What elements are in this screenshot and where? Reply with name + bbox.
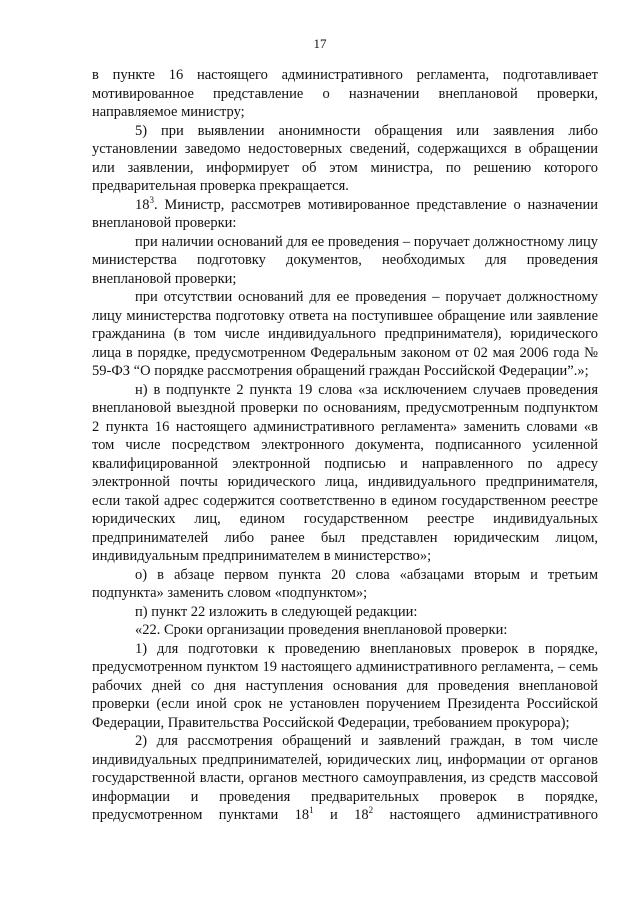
paragraph: «22. Сроки организации проведения внеплановой проверки: (135, 622, 508, 638)
paragraph: н) в подпункте 2 пункта 19 слова «за исключением случаев проведения внеплановой выездной проверки по основаниям, предусмотренным подпунктом 2 пункта 16 настоящего административного регламента» заменить словами «в том числе посредством электронного документа, подписанного усиленной квалифицированной электронной подписью и направленного по адресу электронной почты юридического лица, индивидуального предпринимателя, если такой адрес содержится соответственно в едином государственном реестре юридических лиц, едином государственном реестре индивидуальных предпринимателей либо ранее был представлен юридическим лицом, индивидуальным предпринимателем в министерство»; (92, 381, 598, 564)
superscript: 2 (368, 805, 374, 815)
paragraph: п) пункт 22 изложить в следующей редакции: (135, 603, 418, 620)
document-body (92, 66, 598, 825)
paragraph: при отсутствии оснований для ее проведения – поручает должностному лицу министерства подготовку ответа на поступившее обращение или заявление гражданина (в том числе индивидуального предпринимателя), юридического лица в порядке, предусмотренном Федеральным законом от 02 мая 2006 года № 59-ФЗ “О порядке рассмотрения обращений граждан Российской Федерации”.»; (92, 289, 598, 379)
superscript: 1 (309, 805, 314, 815)
paragraph: о) в абзаце первом пункта 20 слова «абзацами вторым и третьим подпункта» заменить словом «подпунктом»; (92, 566, 598, 601)
paragraph: 1) для подготовки к проведению внеплановых проверок в порядке, предусмотренном пунктом 19 настоящего административного регламента, – семь рабочих дней со дня наступления основания для проведения внеплановой проверки (если иной срок не установлен поручением Президента Российской Федерации, Правительства Российской Федерации, требованием прокурора); (92, 640, 598, 731)
paragraph: 5) при выявлении анонимности обращения или заявления либо установлении заведомо недостоверных сведений, содержащихся в обращении или заявлении, информирует об этом министра, по решению которого предварительная проверка прекращается. (92, 122, 598, 194)
paragraph: $18^3$. Министр, рассмотрев мотивированное представление о назначении внеплановой проверки: (92, 194, 598, 231)
paragraph: при наличии оснований для ее проведения – поручает должностному лицу министерства подготовку документов, необходимых для проведения внеплановой проверки; (92, 233, 598, 287)
superscript: 3 (149, 194, 154, 205)
paragraph: 2) для рассмотрения обращений и заявлений граждан, в том числе индивидуальных предпринимателей, юридических лиц, информации от органов государственной власти, органов местного самоуправления, из средств массовой информации и проведения предварительных проверок в порядке, предусмотренном пунктами $18^1$ и $18^2$ настоящего административного (92, 733, 598, 823)
paragraph: в пункте 16 настоящего административного регламента, подготавливает мотивированное представление о назначении внеплановой проверки, направляемое министру; (92, 67, 598, 120)
page-number: 17 (313, 36, 327, 51)
